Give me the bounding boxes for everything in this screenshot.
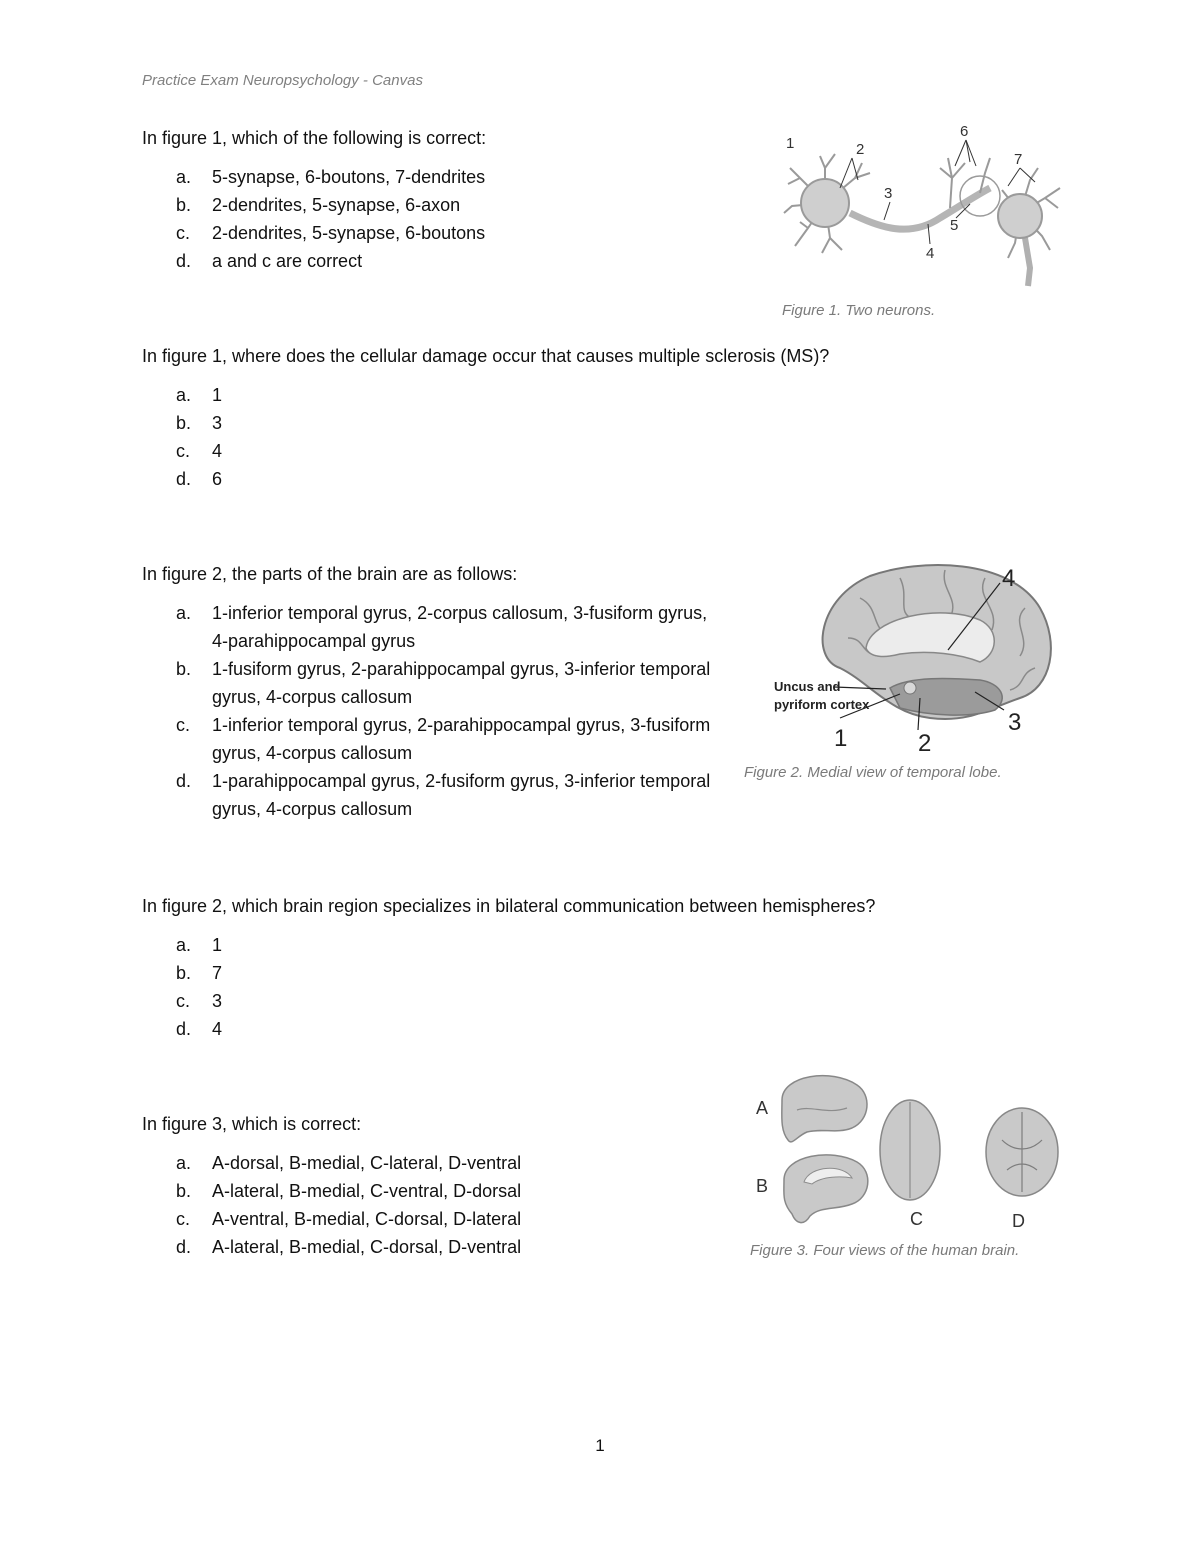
option[interactable] <box>142 437 1042 465</box>
option-text: 1 <box>212 385 223 405</box>
option-text: 1-fusiform gyrus, 2-parahippocampal gyrus, 3-inferior temporal gyrus, 4-corpus callosum <box>212 659 711 707</box>
neuron-2-soma <box>998 194 1042 238</box>
option-letter: d. <box>176 1237 192 1257</box>
uncus <box>904 682 916 694</box>
fig3-label-d: D <box>1012 1211 1025 1231</box>
question-2-text: In figure 1, where does the cellular damage occur that causes multiple sclerosis (MS)? <box>142 346 830 366</box>
fig2-uncus-label-line2: pyriform cortex <box>774 697 870 712</box>
option-text: 6 <box>212 469 223 489</box>
option[interactable] <box>142 1205 702 1233</box>
question-4-options <box>142 931 1042 1043</box>
question-5 <box>142 1114 702 1261</box>
option[interactable] <box>142 711 712 767</box>
option-letter: a. <box>176 935 192 955</box>
figure-3-caption: Figure 3. Four views of the human brain. <box>750 1242 1020 1259</box>
option-letter: c. <box>176 223 191 243</box>
option-text: 7 <box>212 963 223 983</box>
option[interactable] <box>142 1177 702 1205</box>
option-text: 4 <box>212 441 223 461</box>
fig3-label-b: B <box>756 1176 769 1196</box>
question-3 <box>142 564 712 823</box>
fig3-label-c: C <box>910 1209 923 1229</box>
option[interactable] <box>142 465 1042 493</box>
fig2-label-4: 4 <box>1002 565 1016 592</box>
option-letter: b. <box>176 963 192 983</box>
option-letter: a. <box>176 385 192 405</box>
fig2-label-2: 2 <box>918 730 932 757</box>
fig1-label-1: 1 <box>786 135 795 152</box>
option[interactable] <box>142 655 712 711</box>
option[interactable] <box>142 959 1042 987</box>
option[interactable] <box>142 599 712 655</box>
option[interactable] <box>142 409 1042 437</box>
option-letter: b. <box>176 1181 192 1201</box>
option-text: 1-inferior temporal gyrus, 2-parahippocampal gyrus, 3-fusiform gyrus, 4-corpus callosum <box>212 715 711 763</box>
fig2-uncus-label-line1: Uncus and <box>774 679 841 694</box>
fig1-label-2: 2 <box>856 141 865 158</box>
fig3-label-a: A <box>756 1098 769 1118</box>
option[interactable] <box>142 767 712 823</box>
question-4-text: In figure 2, which brain region specializes in bilateral communication between hemispheres? <box>142 896 876 916</box>
option-text: 1-inferior temporal gyrus, 2-corpus callosum, 3-fusiform gyrus, 4-parahippocampal gyrus <box>212 603 708 651</box>
option[interactable] <box>142 163 702 191</box>
option-letter: d. <box>176 1019 192 1039</box>
option[interactable] <box>142 191 702 219</box>
brain-view-b <box>784 1155 868 1223</box>
neuron-1-soma <box>801 179 849 227</box>
option-text: 3 <box>212 413 223 433</box>
option-letter: c. <box>176 991 191 1011</box>
option-letter: b. <box>176 195 192 215</box>
option-letter: a. <box>176 1153 192 1173</box>
question-4 <box>142 896 1042 1043</box>
fig1-label-4: 4 <box>926 245 935 262</box>
option[interactable] <box>142 1015 1042 1043</box>
option-text: 2-dendrites, 5-synapse, 6-axon <box>212 195 461 215</box>
question-1 <box>142 128 702 275</box>
fig1-label-5: 5 <box>950 217 959 234</box>
option-text: 1-parahippocampal gyrus, 2-fusiform gyrus, 3-inferior temporal gyrus, 4-corpus callosum <box>212 771 711 819</box>
page-header: Practice Exam Neuropsychology - Canvas <box>142 72 423 89</box>
figure-1-neurons <box>780 118 1070 293</box>
question-5-options <box>142 1149 702 1261</box>
option[interactable] <box>142 219 702 247</box>
option[interactable] <box>142 1149 702 1177</box>
option[interactable] <box>142 1233 702 1261</box>
option[interactable] <box>142 247 702 275</box>
option-text: 3 <box>212 991 223 1011</box>
option[interactable] <box>142 987 1042 1015</box>
option-text: A-lateral, B-medial, C-dorsal, D-ventral <box>212 1237 522 1257</box>
fig1-label-3: 3 <box>884 185 893 202</box>
option-text: 1 <box>212 935 223 955</box>
option-text: A-dorsal, B-medial, C-lateral, D-ventral <box>212 1153 522 1173</box>
option-text: 4 <box>212 1019 223 1039</box>
question-3-text: In figure 2, the parts of the brain are as follows: <box>142 564 518 584</box>
option-text: A-lateral, B-medial, C-ventral, D-dorsal <box>212 1181 522 1201</box>
option-letter: c. <box>176 441 191 461</box>
option-letter: c. <box>176 1209 191 1229</box>
fig2-label-1: 1 <box>834 725 848 752</box>
question-2 <box>142 346 1042 493</box>
option-text: 5-synapse, 6-boutons, 7-dendrites <box>212 167 486 187</box>
figure-2-temporal-lobe <box>770 558 1070 758</box>
option[interactable] <box>142 381 1042 409</box>
fig1-label-7: 7 <box>1014 151 1023 168</box>
option-letter: a. <box>176 603 192 623</box>
option-text: A-ventral, B-medial, C-dorsal, D-lateral <box>212 1209 522 1229</box>
question-1-options <box>142 163 702 275</box>
option-letter: b. <box>176 659 192 679</box>
option-letter: b. <box>176 413 192 433</box>
question-2-options <box>142 381 1042 493</box>
question-3-options <box>142 599 712 823</box>
question-5-text: In figure 3, which is correct: <box>142 1114 362 1134</box>
figure-1-caption: Figure 1. Two neurons. <box>782 302 936 319</box>
page-number: 1 <box>595 1436 605 1455</box>
option-letter: d. <box>176 251 192 271</box>
fig2-label-3: 3 <box>1008 709 1022 736</box>
figure-2-caption: Figure 2. Medial view of temporal lobe. <box>744 764 1002 781</box>
question-1-text: In figure 1, which of the following is correct: <box>142 128 487 148</box>
figure-3-brain-views <box>752 1070 1064 1235</box>
option-letter: d. <box>176 771 192 791</box>
option[interactable] <box>142 931 1042 959</box>
fig1-label-6: 6 <box>960 123 969 140</box>
option-text: 2-dendrites, 5-synapse, 6-boutons <box>212 223 486 243</box>
option-letter: c. <box>176 715 191 735</box>
option-letter: d. <box>176 469 192 489</box>
brain-view-a <box>782 1076 867 1142</box>
option-letter: a. <box>176 167 192 187</box>
option-text: a and c are correct <box>212 251 363 271</box>
